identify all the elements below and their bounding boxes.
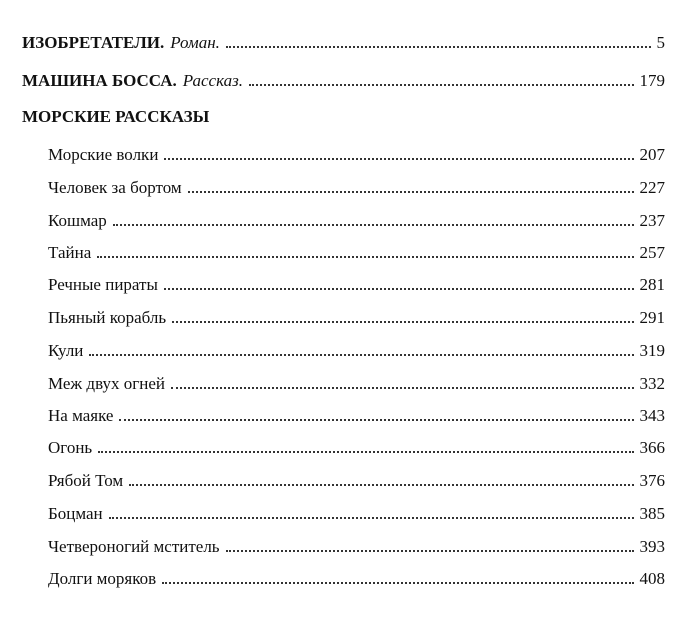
- toc-item: [48, 340, 665, 362]
- toc-item: [48, 437, 665, 459]
- toc-item: [48, 144, 665, 166]
- toc-entry-page: 179: [639, 71, 665, 90]
- toc-item: [48, 568, 665, 590]
- toc-entry-title: ИЗОБРЕТАТЕЛИ.: [22, 33, 165, 52]
- toc-entry-page: 5: [656, 33, 665, 52]
- toc-entry-kind: Рассказ.: [182, 71, 244, 90]
- toc-entry-kind: Роман.: [170, 33, 220, 52]
- dot-leader: [226, 46, 651, 48]
- toc-item-page: 281: [639, 275, 665, 294]
- toc-entry-inventors: [22, 32, 665, 54]
- toc-item: [48, 373, 665, 395]
- dot-leader: [97, 256, 633, 258]
- toc-item: [48, 503, 665, 525]
- toc-item-title: Четвероногий мститель: [48, 537, 220, 556]
- dot-leader: [113, 224, 634, 226]
- toc-item-page: 376: [639, 471, 665, 490]
- section-heading: МОРСКИЕ РАССКАЗЫ: [22, 107, 210, 126]
- dot-leader: [164, 288, 634, 290]
- dot-leader: [119, 419, 633, 421]
- dot-leader: [98, 451, 633, 453]
- dot-leader: [249, 84, 633, 86]
- dot-leader: [129, 484, 633, 486]
- toc-item-page: 385: [639, 504, 665, 523]
- toc-item-title: Кули: [48, 341, 84, 360]
- toc-item-page: 319: [639, 341, 665, 360]
- toc-item-page: 227: [639, 178, 665, 197]
- dot-leader: [109, 517, 634, 519]
- toc-item-title: Огонь: [48, 438, 93, 457]
- toc-item-title: Меж двух огней: [48, 374, 165, 393]
- toc-entry-title: МАШИНА БОССА.: [22, 71, 177, 90]
- dot-leader: [89, 354, 633, 356]
- dot-leader: [172, 321, 633, 323]
- toc-item-page: 343: [639, 406, 665, 425]
- toc-item-title: Боцман: [48, 504, 103, 523]
- toc-item: [48, 307, 665, 329]
- toc-item-title: Кошмар: [48, 211, 107, 230]
- toc-item-title: Долги моряков: [48, 569, 157, 588]
- toc-item-page: 393: [639, 537, 665, 556]
- toc-item-page: 257: [639, 243, 665, 262]
- dot-leader: [162, 582, 633, 584]
- toc-item: [48, 405, 665, 427]
- toc-item-title: Тайна: [48, 243, 92, 262]
- toc-item: [48, 177, 665, 199]
- toc-item-page: 366: [639, 438, 665, 457]
- toc-item-title: Человек за бортом: [48, 178, 182, 197]
- dot-leader: [164, 158, 633, 160]
- toc-item-title: Морские волки: [48, 145, 159, 164]
- toc-item: [48, 242, 665, 264]
- toc-item: [48, 536, 665, 558]
- toc-item-title: Речные пираты: [48, 275, 158, 294]
- toc-item-title: На маяке: [48, 406, 114, 425]
- toc-item-page: 207: [639, 145, 665, 164]
- toc-item-page: 332: [639, 374, 665, 393]
- dot-leader: [226, 550, 634, 552]
- toc-item-page: 291: [639, 308, 665, 327]
- toc-item: [48, 210, 665, 232]
- toc-item-title: Пьяный корабль: [48, 308, 167, 327]
- toc-item: [48, 470, 665, 492]
- toc-item: [48, 274, 665, 296]
- dot-leader: [171, 387, 634, 389]
- toc-item-page: 408: [639, 569, 665, 588]
- toc-item-page: 237: [639, 211, 665, 230]
- toc-entry-boss-machine: [22, 70, 665, 92]
- dot-leader: [188, 191, 634, 193]
- toc-item-title: Рябой Том: [48, 471, 124, 490]
